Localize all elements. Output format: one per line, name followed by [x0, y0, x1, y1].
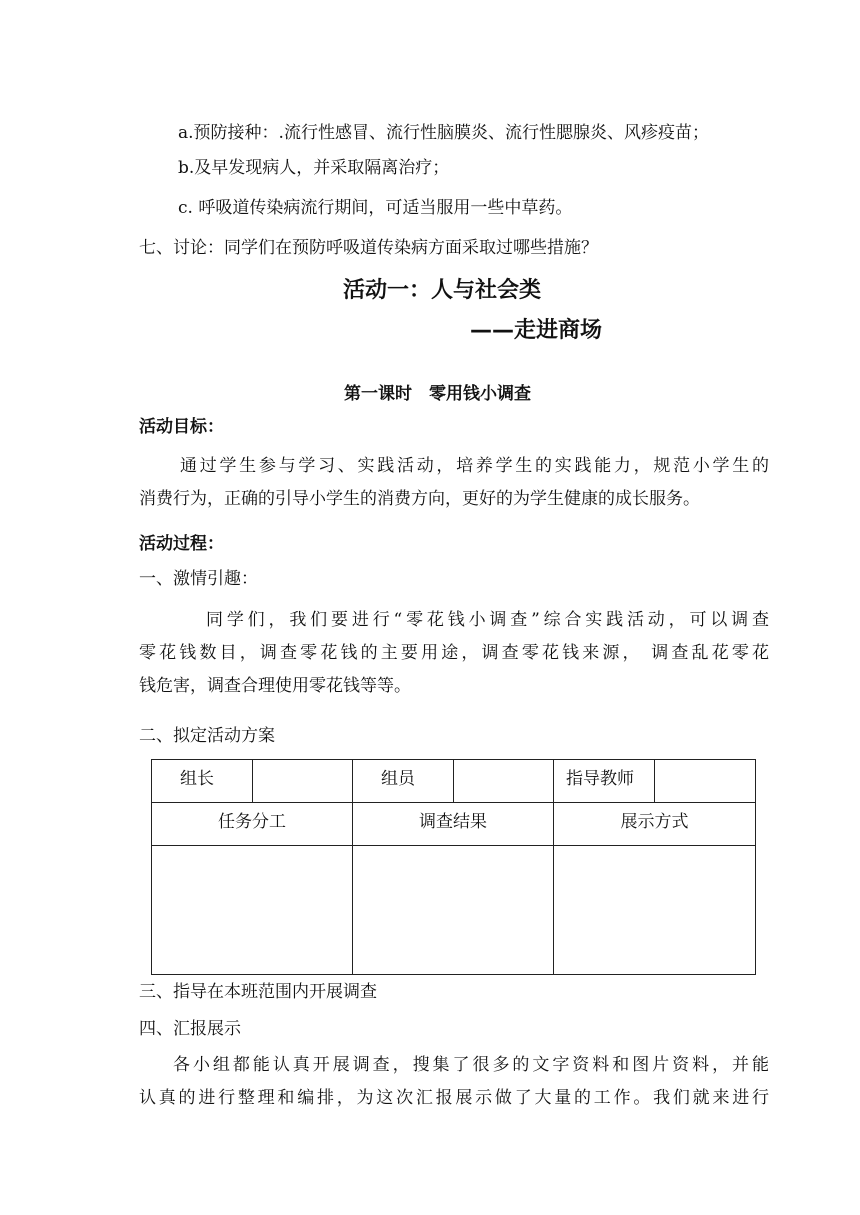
task-cell[interactable]	[152, 846, 353, 975]
col-result-header: 调查结果	[353, 803, 554, 846]
goal-paragraph	[139, 450, 769, 516]
intro-line-3: 钱危害，调查合理使用零花钱等等。	[139, 676, 411, 696]
col-task-header: 任务分工	[152, 803, 353, 846]
plan-table	[151, 759, 756, 975]
intro-line-2: 零花钱数目，调查零花钱的主要用途，调查零花钱来源， 调查乱花零花	[139, 643, 769, 663]
prevention-item-c: c. 呼吸道传染病流行期间，可适当服用一些中草药。	[178, 198, 573, 218]
step-4-heading: 四、汇报展示	[139, 1019, 241, 1039]
lesson-title: 第一课时 零用钱小调查	[344, 384, 531, 404]
leader-label: 组长	[152, 760, 253, 803]
intro-paragraph	[139, 604, 769, 703]
activity-subtitle: ——走进商场	[470, 318, 603, 343]
step-2-heading: 二、拟定活动方案	[139, 726, 275, 746]
activity-title: 活动一：人与社会类	[343, 278, 542, 303]
goal-line-1: 通过学生参与学习、实践活动，培养学生的实践能力，规范小学生的	[180, 456, 769, 476]
col-display-header: 展示方式	[554, 803, 756, 846]
members-label: 组员	[353, 760, 454, 803]
teacher-value-cell[interactable]	[655, 760, 756, 803]
process-heading: 活动过程：	[139, 534, 224, 554]
intro-line-1: 同学们，我们要进行“零花钱小调查”综合实践活动，可以调查	[206, 610, 769, 630]
result-cell[interactable]	[353, 846, 554, 975]
teacher-label: 指导教师	[554, 760, 655, 803]
goal-line-2: 消费行为，正确的引导小学生的消费方向，更好的为学生健康的成长服务。	[139, 489, 700, 509]
goal-heading: 活动目标：	[139, 417, 224, 437]
report-paragraph	[139, 1049, 769, 1115]
leader-value-cell[interactable]	[253, 760, 353, 803]
display-cell[interactable]	[554, 846, 756, 975]
report-line-1: 各小组都能认真开展调查，搜集了很多的文字资料和图片资料，并能	[173, 1055, 769, 1075]
step-3-heading: 三、指导在本班范围内开展调查	[139, 982, 377, 1002]
report-line-2: 认真的进行整理和编排，为这次汇报展示做了大量的工作。我们就来进行	[139, 1088, 769, 1108]
prevention-item-b: b.及早发现病人，并采取隔离治疗；	[178, 158, 450, 178]
members-value-cell[interactable]	[454, 760, 554, 803]
step-1-heading: 一、激情引趣：	[139, 569, 258, 589]
discussion-item: 七、讨论：同学们在预防呼吸道传染病方面采取过哪些措施？	[139, 238, 598, 258]
prevention-item-a: a.预防接种：.流行性感冒、流行性脑膜炎、流行性腮腺炎、风疹疫苗；	[178, 123, 709, 143]
